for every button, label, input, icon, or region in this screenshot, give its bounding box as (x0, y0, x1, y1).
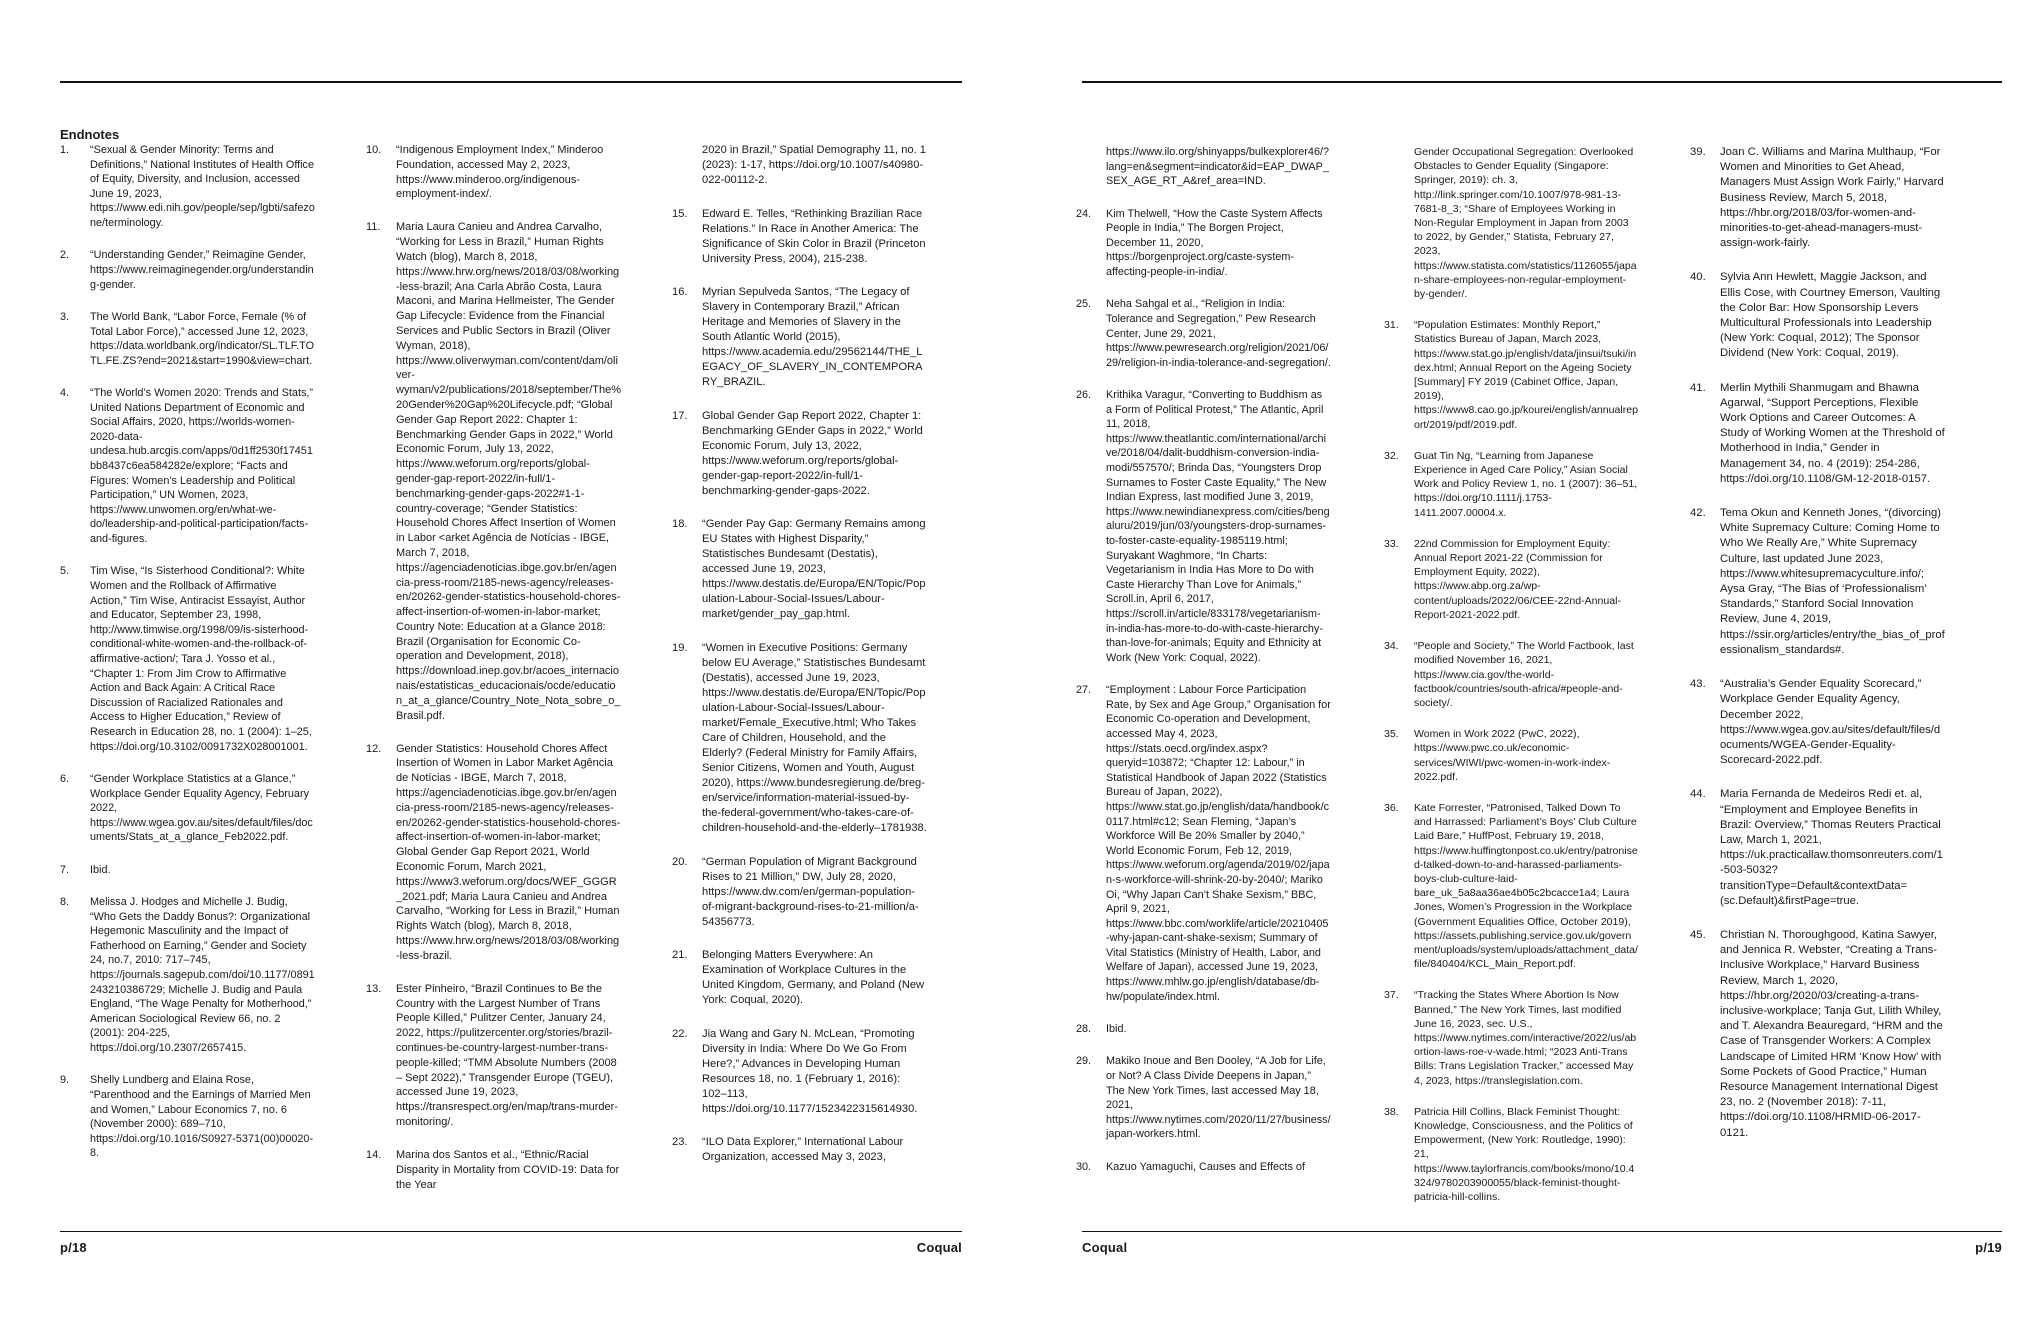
footer-rule (60, 1231, 962, 1232)
endnote-text: Maria Laura Canieu and Andrea Carvalho, “Working for Less in Brazil,” Human Rights Watch (blog), March 8, 2018, https://www.hrw.org/news/2018/03/08/working-less-brazil; Ana Carla Abrão Costa, Laura Maconi, and Marina Hellmeister, The Gender Gap Lifecycle: Evidence from the Financial Services and Public Sectors in Brazil (Oliver Wyman, 2018), https://www.oliverwyman.com/content/dam/oliver-wyman/v2/publications/2018/september/The%20Gender%20Gap%20Lifecycle.pdf; “Global Gender Gap Report 2022: Chapter 1: Benchmarking Gender Gaps in 2022,” World Economic Forum, July 13, 2022, https://www.weforum.org/reports/global-gender-gap-report-2022/in-full/1-benchmarking-gender-gaps-2022#1-1-country-coverage; “Gender Statistics: Household Chores Affect Insertion of Women in Labor <arket Agência de Notícias - IBGE, March 7, 2018, https://agenciadenoticias.ibge.gov.br/en/agencia-press-room/2185-news-agency/releases-en/20262-gender-statistics-household-chores-affect-insertion-of-women-in-labor-market; Country Note: Education at a Glance 2018: Brazil (Organisation for Economic Co-operation and Development, 2018), https://download.inep.gov.br/acoes_internacionais/estatisticas_educacionais/ocde/education_at_a_glance/Country_Note_Nota_sobre_o_Brasil.pdf. (396, 221, 622, 722)
top-rule (1082, 81, 2002, 83)
endnote-item (1384, 1105, 1639, 1204)
endnote-text: Kim Thelwell, “How the Caste System Affects People in India,” The Borgen Project, December 11, 2020, https://borgenproject.org/caste-system-affecting-people-in-india/. (1106, 207, 1323, 278)
endnote-text: Tema Okun and Kenneth Jones, “(divorcing) White Supremacy Culture: Coming Home to Who We Really Are,” White Supremacy Culture, last updated June 2023, https://www.whitesupremacyculture.info/; Aysa Gray, “The Bias of ‘Professionalism’ Standards,” Stanford Social Innovation Review, June 4, 2019, https://ssir.org/articles/entry/the_bias_of_professionalism_standards#. (1720, 507, 1945, 656)
footer-rule (1082, 1231, 2002, 1232)
endnote-number: 10. (366, 144, 382, 156)
endnote-item (672, 1135, 927, 1165)
page-number: p/18 (60, 1240, 87, 1255)
endnote-number: 21. (672, 949, 688, 962)
endnote-number: 16. (672, 286, 688, 299)
endnote-text: “Employment : Labour Force Participation Rate, by Sex and Age Group,” Organisation for Economic Co-operation and Development, accessed May 4, 2023, https://stats.oecd.org/index.aspx?queryid=103872; “Chapter 12: Labour,” in Statistical Handbook of Japan 2022 (Statistics Bureau of Japan, 2022), https://www.stat.go.jp/english/data/handbook/c0117.html#c12; Sean Fleming, “Japan’s Workforce Will Be 20% Smaller by 2040,” World Economic Forum, Feb 12, 2019, https://www.weforum.org/agenda/2019/02/japan-s-workforce-will-shrink-20-by-2040/; Mariko Oi, “Why Japan Can’t Shake Sexism,” BBC, April 9, 2021, https://www.bbc.com/worklife/article/20210405-why-japan-cant-shake-sexism; Summary of Vital Statistics (Ministry of Health, Labor, and Welfare of Japan), accessed June 19, 2023, https://www.mhlw.go.jp/english/database/db-hw/populate/index.html. (1106, 684, 1331, 1003)
endnote-text: Kazuo Yamaguchi, Causes and Effects of (1106, 1160, 1305, 1173)
endnote-item (1076, 297, 1331, 370)
endnote-text: Melissa J. Hodges and Michelle J. Budig, “Who Gets the Daddy Bonus?: Organizational Hegemonic Masculinity and the Impact of Fatherhood on Earning,” Gender and Society 24, no.7, 2010: 717–745, https://journals.sagepub.com/doi/10.1177/0891243210386729; Michelle J. Budig and Paula England, “The Wage Penalty for Motherhood,” American Sociological Review 66, no. 2 (2001): 204-225, https://doi.org/10.2307/2657415. (90, 896, 315, 1055)
endnote-text: “Australia’s Gender Equality Scorecard,” Workplace Gender Equality Agency, December 2022, https://www.wgea.gov.au/sites/default/files/documents/WGEA-Gender-Equality-Scorecard-2022.pdf. (1720, 678, 1941, 767)
endnote-text: “Understanding Gender,” Reimagine Gender, https://www.reimaginegender.org/understanding-gender. (90, 249, 314, 291)
endnote-text: Marina dos Santos et al., “Ethnic/Racial Disparity in Mortality from COVID-19: Data for the Year (396, 1148, 620, 1191)
endnote-item (672, 285, 927, 390)
endnote-text: Jia Wang and Gary N. McLean, “Promoting Diversity in India: Where Do We Go From Here?,” Advances in Developing Human Resources 18, no. 1 (February 1, 2016): 102–113, https://doi.org/10.1177/1523422315614930. (702, 1027, 918, 1115)
endnote-text: Ibid. (1106, 1023, 1127, 1036)
endnote-number: 23. (672, 1136, 688, 1149)
endnote-number: 17. (672, 409, 688, 422)
endnote-item (1384, 988, 1639, 1087)
endnote-item (1690, 270, 1945, 361)
endnote-number: 18. (672, 518, 688, 531)
endnote-number: 14. (366, 1148, 382, 1161)
endnote-number: 40. (1690, 271, 1706, 284)
endnote-text: Merlin Mythili Shanmugam and Bhawna Agarwal, “Support Perceptions, Flexible Work Options and Career Outcomes: A Study of Working Women at the Threshold of Motherhood in India,” Gender in Management 34, no. 4 (2019): 254-286, https://doi.org/10.1108/GM-12-2018-0157. (1720, 381, 1945, 485)
endnote-text: Makiko Inoue and Ben Dooley, “A Job for Life, or Not? A Class Divide Deepens in Japan,” The New York Times, last accessed May 18, 2021, https://www.nytimes.com/2020/11/27/business/japan-workers.html. (1106, 1055, 1331, 1141)
endnote-number: 2. (60, 249, 70, 262)
endnote-text: “The World’s Women 2020: Trends and Stats,” United Nations Department of Economic and Social Affairs, 2020, https://worlds-women-2020-data-undesa.hub.arcgis.com/apps/0d1ff2530f17451bb8437c6ea584282e/explore; “Facts and Figures: Women’s Leadership and Political Participation,” UN Women, 2023, https://www.unwomen.org/en/what-we-do/leadership-and-political-participation/facts-and-figures. (90, 387, 314, 546)
endnote-text: Gender Occupational Segregation: Overlooked Obstacles to Gender Equality (Singapore: Springer, 2019): ch. 3, http://link.springer.com/10.1007/978-981-13-7681-8_3; “Share of Employees Working in Non-Regular Employment in Japan from 2003 to 2022, by Gender,” Statista, February 27, 2023, https://www.statista.com/statistics/1126055/japan-share-employees-non-regular-employment-by-gender/. (1414, 146, 1637, 301)
endnote-number: 45. (1690, 928, 1706, 941)
endnote-text: Myrian Sepulveda Santos, “The Legacy of Slavery in Contemporary Brazil,” African Heritage and Memories of Slavery in the South Atlantic World (2015), https://www.academia.edu/29562144/THE_LEGACY_OF_SLAVERY_IN_CONTEMPORARY_BRAZIL. (702, 286, 923, 389)
endnote-text: Edward E. Telles, “Rethinking Brazilian Race Relations.” In Race in Another America: The Significance of Skin Color in Brazil (Princeton University Press, 2004), 215-238. (702, 207, 926, 265)
endnote-number: 6. (60, 772, 70, 785)
endnote-text: The World Bank, “Labor Force, Female (% of Total Labor Force),” accessed June 12, 2023, https://data.worldbank.org/indicator/SL.TLF.TOTL.FE.ZS?end=2021&start=1990&view=chart. (90, 310, 315, 367)
endnote-text: https://www.ilo.org/shinyapps/bulkexplorer46/?lang=en&segment=indicator&id=EAP_DWAP_SEX_AGE_RT_A&ref_area=IND. (1106, 146, 1330, 188)
endnote-number: 39. (1690, 146, 1706, 158)
endnote-number: 26. (1076, 389, 1092, 402)
endnote-item (1690, 145, 1945, 251)
endnote-number: 15. (672, 207, 688, 220)
endnote-number: 9. (60, 1074, 70, 1087)
brand-name: Coqual (916, 1240, 962, 1255)
endnote-item (1690, 381, 1945, 487)
endnote-item (1384, 801, 1639, 971)
endnote-item (1690, 787, 1945, 909)
endnotes-column (1076, 145, 1331, 1192)
endnote-item (1076, 207, 1331, 280)
endnote-text: “Gender Pay Gap: Germany Remains among EU States with Highest Disparity,” Statistisches Bundesamt (Destatis), accessed June 19, 2023, https://www.destatis.de/Europa/EN/Topic/Population-Labour-Social-Issues/Labour-market/gender_pay_gap.html. (702, 518, 926, 621)
endnote-item (1690, 928, 1945, 1141)
endnote-text: Kate Forrester, “Patronised, Talked Down To and Harrassed: Parliament’s Boys’ Club Culture Laid Bare,” HuffPost, February 19, 2018, https://www.huffingtonpost.co.uk/entry/patronised-talked-down-to-and-harassed-parliaments-boys-club-culture-laid-bare_uk_5a8aa36ae4b05c2bcacce1a4; Laura Jones, Women’s Progression in the Workplace (Government Equalities Office, October 2019), https://assets.publishing.service.gov.uk/government/uploads/system/uploads/attachment_data/file/840404/KCL_Main_Report.pdf. (1414, 801, 1638, 971)
endnote-number: 20. (672, 855, 688, 868)
endnote-number: 37. (1384, 989, 1399, 1002)
endnote-number: 36. (1384, 801, 1399, 814)
endnote-text: Joan C. Williams and Marina Multhaup, “For Women and Minorities to Get Ahead, Managers Must Assign Work Fairly,” Harvard Business Review, March 5, 2018, https://hbr.org/2018/03/for-women-and-minorities-to-get-ahead-managers-must-assign-work-fairly. (1720, 146, 1944, 250)
endnote-item (1690, 506, 1945, 658)
endnote-item (1384, 537, 1639, 622)
endnote-item (672, 948, 927, 1008)
endnote-item (1106, 145, 1331, 189)
endnotes-heading: Endnotes (60, 127, 120, 142)
endnote-number: 30. (1076, 1160, 1092, 1173)
endnote-number: 44. (1690, 788, 1706, 801)
endnote-item (672, 1027, 927, 1117)
endnote-item (60, 310, 315, 368)
endnote-text: 2020 in Brazil,” Spatial Demography 11, no. 1 (2023): 1-17, https://doi.org/10.1007/s40980-022-00112-2. (702, 144, 926, 186)
endnote-text: Neha Sahgal et al., “Religion in India: Tolerance and Segregation,” Pew Research Center, June 29, 2021, https://www.pewresearch.org/religion/2021/06/29/religion-in-india-tolerance-and-segregation/. (1106, 298, 1331, 369)
endnote-text: Guat Tin Ng, “Learning from Japanese Experience in Aged Care Policy,” Asian Social Work and Policy Review 1, no. 1 (2007): 36–51, https://doi.org/10.1111/j.1753-1411.2007.00004.x. (1414, 449, 1638, 519)
endnote-item (1076, 1022, 1331, 1037)
endnote-item (366, 143, 621, 202)
endnote-text: Christian N. Thoroughgood, Katina Sawyer, and Jennica R. Webster, “Creating a Trans-Inclusive Workplace,” Harvard Business Review, March 1, 2020, https://hbr.org/2020/03/creating-a-trans-inclusive-workplace; Tanja Gut, Lilith Whiley, and T. Alexandra Beauregard, “HRM and the Case of Transgender Workers: A Complex Landscape of Limited HRM ‘Know How’ with Some Pockets of Good Practice,” Human Resource Management International Digest 23, no. 2 (November 2018): 7-11, https://doi.org/10.1108/HRMID-06-2017-0121. (1720, 928, 1943, 1139)
endnote-text: “Gender Workplace Statistics at a Glance,” Workplace Gender Equality Agency, February 2022, https://www.wgea.gov.au/sites/default/files/documents/Stats_at_a_glance_Feb2022.pdf. (90, 772, 313, 844)
endnote-number: 33. (1384, 537, 1399, 550)
endnote-item (60, 1073, 315, 1161)
endnote-number: 38. (1384, 1105, 1399, 1118)
endnote-number: 42. (1690, 507, 1706, 520)
endnote-number: 8. (60, 896, 70, 909)
endnote-item (1076, 388, 1331, 665)
top-rule (60, 81, 962, 83)
endnote-text: “Population Estimates: Monthly Report,” Statistics Bureau of Japan, March 2023, https://www.stat.go.jp/english/data/jinsui/tsuki/index.html; Annual Report on the Ageing Society [Summary] FY 2019 (Cabinet Office, Japan, 2019), https://www8.cao.go.jp/kourei/english/annualreport/2019/pdf/2019.pdf. (1414, 319, 1638, 431)
endnote-text: Shelly Lundberg and Elaina Rose, “Parenthood and the Earnings of Married Men and Women,” Labour Economics 7, no. 6 (November 2000): 689–710, https://doi.org/10.1016/S0927-5371(00)00020-8. (90, 1074, 314, 1160)
endnote-item (366, 742, 621, 964)
endnote-text: Ester Pinheiro, “Brazil Continues to Be the Country with the Largest Number of Trans People Killed,” Pulitzer Center, January 24, 2022, https://pulitzercenter.org/stories/brazil-continues-be-country-largest-number-trans-people-killed; “TMM Absolute Numbers (2008 – Sept 2022),” Transgender Europe (TGEU), accessed June 19, 2023, https://transrespect.org/en/map/trans-murder-monitoring/. (396, 982, 618, 1128)
endnotes-column (366, 143, 621, 1211)
endnote-number: 28. (1076, 1023, 1092, 1036)
endnote-number: 7. (60, 863, 70, 876)
endnote-item (60, 248, 315, 292)
endnote-number: 19. (672, 641, 688, 654)
endnote-item (672, 409, 927, 499)
endnote-item (60, 564, 315, 754)
endnote-number: 24. (1076, 207, 1092, 220)
endnote-number: 32. (1384, 449, 1399, 462)
endnote-text: “ILO Data Explorer,” International Labour Organization, accessed May 3, 2023, (702, 1136, 904, 1164)
endnote-text: Women in Work 2022 (PwC, 2022), https://www.pwc.co.uk/economic-services/WIWI/pwc-women-in-work-index-2022.pdf. (1414, 728, 1611, 783)
endnote-number: 27. (1076, 684, 1092, 697)
endnotes-column (672, 143, 927, 1184)
endnote-item (1414, 145, 1639, 301)
endnote-item (672, 855, 927, 930)
page-number: p/19 (1975, 1240, 2002, 1255)
endnote-item (60, 143, 315, 231)
endnote-item (672, 517, 927, 622)
endnote-text: Krithika Varagur, “Converting to Buddhism as a Form of Political Protest,” The Atlantic, April 11, 2018, https://www.theatlantic.com/international/archive/2018/04/dalit-buddhism-conversion-india-modi/557570/; Brinda Das, “Youngsters Drop Surnames to Foster Caste Equality,” The New Indian Express, last modified June 3, 2019, https://www.newindianexpress.com/cities/bengaluru/2019/jun/03/youngsters-drop-surnames-to-foster-caste-equality-1985119.html; Suryakant Waghmore, “In Charts: Vegetarianism in India Has More to Do with Caste Hierarchy Than Love for Animals,” Scroll.in, April 6, 2017, https://scroll.in/article/833178/vegetarianism-in-india-has-more-to-do-with-caste-hierarchy-than-love-for-animals; Equity and Ethnicity at Work (New York: Coqual, 2022). (1106, 389, 1330, 664)
endnote-text: Ibid. (90, 863, 111, 876)
endnote-item (366, 1148, 621, 1192)
endnote-item (672, 207, 927, 267)
endnote-text: “Indigenous Employment Index,” Minderoo Foundation, accessed May 2, 2023, https://www.minderoo.org/indigenous-employment-index/. (396, 144, 604, 201)
endnote-number: 25. (1076, 298, 1092, 311)
endnote-item (60, 772, 315, 845)
endnote-text: Maria Fernanda de Medeiros Redi et. al, “Employment and Employee Benefits in Brazil: Overview,” Thomas Reuters Practical Law, March 1, 2021, https://uk.practicallaw.thomsonreuters.com/1-503-5032?transitionType=Default&contextData=(sc.Default)&firstPage=true. (1720, 788, 1943, 907)
endnote-text: “Tracking the States Where Abortion Is Now Banned,” The New York Times, last modified June 16, 2023, sec. U.S., https://www.nytimes.com/interactive/2022/us/abortion-laws-roe-v-wade.html; “2023 Anti-Trans Bills: Trans Legislation Tracker,” accessed May 4, 2023, https://translegislation.com. (1414, 989, 1637, 1087)
endnote-number: 12. (366, 742, 382, 755)
right-page (1020, 0, 2040, 1320)
endnote-item (672, 641, 927, 836)
endnote-text: Tim Wise, “Is Sisterhood Conditional?: White Women and the Rollback of Affirmative Action,” Tim Wise, Antiracist Essayist, Author and Educator, September 23, 1998, http://www.timwise.org/1998/09/is-sisterhood-conditional-white-women-and-the-rollback-of-affirmative-action/; Tara J. Yosso et al., “Chapter 1: From Jim Crow to Affirmative Action and Back Again: A Critical Race Discussion of Racialized Rationales and Access to Higher Education,” Review of Research in Education 28, no. 1 (2004): 1–25, https://doi.org/10.3102/0091732X028001001. (90, 565, 312, 753)
endnote-number: 22. (672, 1027, 688, 1040)
endnote-number: 1. (60, 144, 70, 156)
endnote-item (1384, 318, 1639, 432)
endnote-number: 4. (60, 387, 70, 400)
endnote-text: “People and Society,” The World Factbook, last modified November 16, 2021, https://www.cia.gov/the-world-factbook/countries/south-africa/#people-and-society/. (1414, 640, 1634, 709)
endnote-text: Sylvia Ann Hewlett, Maggie Jackson, and Ellis Cose, with Courtney Emerson, Vaulting the Color Bar: How Sponsorship Levers Multicultural Professionals into Leadership (New York: Coqual, 2012); The Sponsor Dividend (New York: Coqual, 2019). (1720, 271, 1941, 360)
endnote-text: “Women in Executive Positions: Germany below EU Average,” Statistisches Bundesamt (Destatis), accessed June 19, 2023, https://www.destatis.de/Europa/EN/Topic/Population-Labour-Social-Issues/Labour-market/Female_Executive.html; Who Takes Care of Children, Household, and the Elderly? (Federal Ministry for Family Affairs, Senior Citizens, Women and Youth, August 2020), https://www.bundesregierung.de/breg-en/service/information-material-issued-by-the-federal-government/who-takes-care-of-children-household-and-the-elderly–1781938. (702, 641, 927, 834)
endnotes-column (60, 143, 315, 1179)
endnote-item (1076, 1160, 1331, 1175)
endnote-text: Belonging Matters Everywhere: An Examination of Workplace Cultures in the United Kingdom, Germany, and Poland (New York: Coqual, 2020). (702, 949, 925, 1007)
endnote-text: “German Population of Migrant Background Rises to 21 Million,” DW, July 28, 2020, https://www.dw.com/en/german-population-of-migrant-background-rises-to-21-million/a-54356773. (702, 855, 919, 928)
endnote-number: 29. (1076, 1055, 1092, 1068)
endnote-item (1690, 677, 1945, 768)
endnote-number: 5. (60, 565, 70, 578)
endnote-number: 31. (1384, 319, 1399, 332)
endnote-number: 13. (366, 982, 382, 995)
endnote-number: 41. (1690, 381, 1706, 394)
endnote-item (366, 982, 621, 1130)
endnote-number: 34. (1384, 640, 1399, 653)
endnote-item (366, 220, 621, 723)
endnote-item (1384, 639, 1639, 710)
endnote-item (60, 386, 315, 547)
endnote-number: 11. (366, 221, 381, 234)
brand-name: Coqual (1082, 1240, 1128, 1255)
endnote-item (60, 895, 315, 1056)
endnote-item (60, 863, 315, 878)
endnote-number: 43. (1690, 678, 1706, 691)
endnote-text: 22nd Commission for Employment Equity: Annual Report 2021-22 (Commission for Employment Equity, 2022), https://www.abp.org.za/wp-content/uploads/2022/06/CEE-22nd-Annual-Report-2021-2022.pdf. (1414, 537, 1621, 621)
endnote-item (1384, 727, 1639, 784)
endnote-text: Gender Statistics: Household Chores Affect Insertion of Women in Labor Market Agência de Notícias - IBGE, March 7, 2018, https://agenciadenoticias.ibge.gov.br/en/agencia-press-room/2185-news-agency/releases-en/20262-gender-statistics-household-chores-affect-insertion-of-women-in-labor-market; Global Gender Gap Report 2021, World Economic Forum, March 2021, https://www3.weforum.org/docs/WEF_GGGR_2021.pdf; Maria Laura Canieu and Andrea Carvalho, “Working for Less in Brazil,” Human Rights Watch (blog), March 8, 2018, https://www.hrw.org/news/2018/03/08/working-less-brazil. (396, 742, 621, 962)
endnote-item (702, 143, 927, 188)
endnote-text: “Sexual & Gender Minority: Terms and Definitions,” National Institutes of Health Office of Equity, Diversity, and Inclusion, accessed June 19, 2023, https://www.edi.nih.gov/people/sep/lgbti/safezone/terminology. (90, 144, 315, 229)
endnotes-column (1690, 145, 1945, 1160)
endnote-text: Global Gender Gap Report 2022, Chapter 1: Benchmarking GEnder Gaps in 2022,” World Economic Forum, July 13, 2022, https://www.weforum.org/reports/global-gender-gap-report-2022/in-full/1-benchmarking-gender-gaps-2022. (702, 409, 923, 497)
endnotes-column (1384, 145, 1639, 1221)
endnote-text: Patricia Hill Collins, Black Feminist Thought: Knowledge, Consciousness, and the Politics of Empowerment, (New York: Routledge, 1990): 21, https://www.taylorfrancis.com/books/mono/10.4324/9780203900055/black-feminist-thought-patricia-hill-collins. (1414, 1105, 1635, 1203)
endnote-number: 35. (1384, 728, 1399, 741)
endnote-item (1076, 683, 1331, 1004)
endnote-item (1384, 449, 1639, 520)
endnote-item (1076, 1054, 1331, 1142)
endnote-number: 3. (60, 310, 70, 323)
